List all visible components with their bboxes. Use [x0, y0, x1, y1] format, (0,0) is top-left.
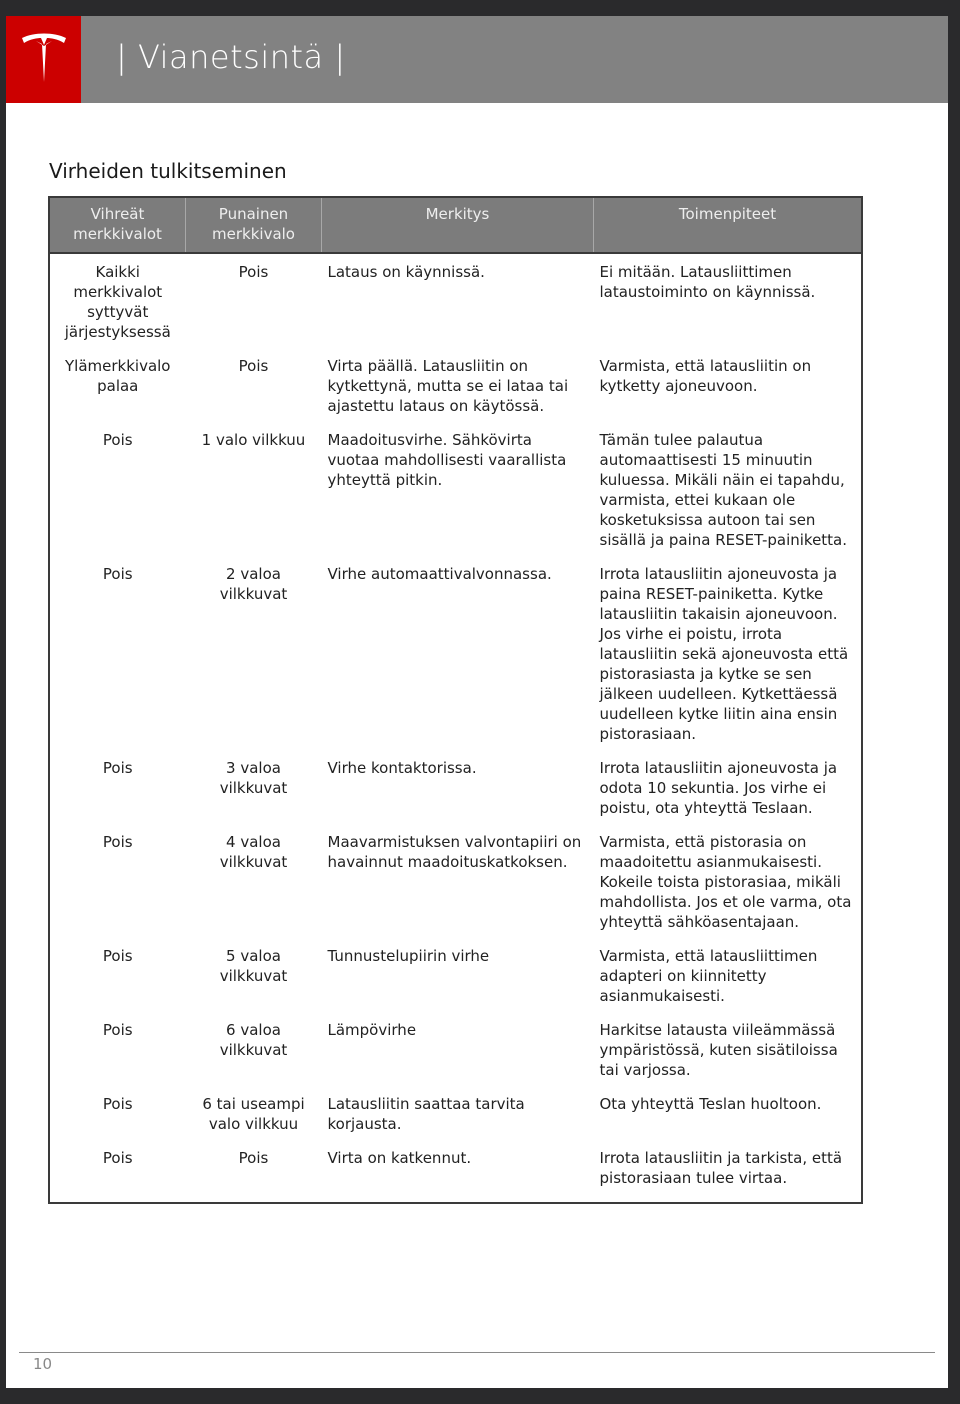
table-row: [49, 758, 862, 832]
green-lights-cell: Pois: [102, 947, 133, 965]
column-header-actions: Toimenpiteet: [594, 197, 863, 253]
meaning-cell: Maadoitusvirhe. Sähkövirta vuotaa mahdollisesti vaarallista yhteyttä pitkin.: [327, 431, 567, 489]
red-light-cell: 5 valoa vilkkuvat: [219, 947, 288, 985]
action-cell: Tämän tulee palautua automaattisesti 15 minuutin kuluessa. Mikäli näin ei tapahdu, varmista, ettei kukaan ole kosketuksissa autoon tai sen sisällä ja paina RESET-painiketta.: [599, 431, 848, 549]
action-cell: Varmista, että latausliitin on kytketty ajoneuvoon.: [599, 357, 812, 395]
red-light-cell: 2 valoa vilkkuvat: [219, 565, 288, 603]
logo-box: [6, 16, 81, 103]
table-row: [49, 832, 862, 946]
green-lights-cell: Pois: [102, 759, 133, 777]
red-light-cell: 6 valoa vilkkuvat: [219, 1021, 288, 1059]
green-lights-cell: Pois: [102, 1021, 133, 1039]
table-row: [49, 253, 862, 356]
green-lights-cell: Pois: [102, 833, 133, 851]
red-light-cell: 1 valo vilkkuu: [201, 431, 306, 449]
page-number: 10: [33, 1355, 53, 1373]
column-header-red-light: Punainen merkkivalo: [186, 197, 322, 253]
green-lights-cell: Pois: [102, 1095, 133, 1113]
green-lights-cell: Pois: [102, 565, 133, 583]
meaning-cell: Maavarmistuksen valvontapiiri on havainnut maadoituskatkoksen.: [327, 833, 582, 871]
red-light-cell: Pois: [238, 357, 269, 375]
action-cell: Irrota latausliitin ajoneuvosta ja paina RESET-painiketta. Kytke latausliitin takaisin ajoneuvoon. Jos virhe ei poistu, irrota latausliitin sekä ajoneuvosta että pistorasiasta ja kytke se sen jälkeen uudelleen. Kytkettäessä uudelleen kytke liitin aina ensin pistorasiaan.: [599, 565, 849, 743]
green-lights-cell: Pois: [102, 431, 133, 449]
action-cell: Ota yhteyttä Teslan huoltoon.: [599, 1095, 822, 1113]
action-cell: Varmista, että pistorasia on maadoitettu asianmukaisesti. Kokeile toista pistorasiaa, mikäli mahdollista. Jos et ole varma, ota yhteyttä sähköasentajaan.: [599, 833, 852, 931]
table-row: [49, 564, 862, 758]
red-light-cell: Pois: [238, 263, 269, 281]
manual-page: [6, 16, 948, 1388]
red-light-cell: 3 valoa vilkkuvat: [219, 759, 288, 797]
meaning-cell: Virhe kontaktorissa.: [327, 759, 477, 777]
tesla-logo-icon: [20, 32, 68, 84]
meaning-cell: Virhe automaattivalvonnassa.: [327, 565, 552, 583]
table-row: [49, 1094, 862, 1148]
error-table: [48, 196, 863, 1204]
table-row: [49, 430, 862, 564]
header-banner: [6, 16, 948, 103]
meaning-cell: Virta päällä. Latausliitin on kytkettynä, mutta se ei lataa tai ajastettu lataus on käytössä.: [327, 357, 569, 415]
table-row: [49, 356, 862, 430]
green-lights-cell: Ylämerkkivalo palaa: [65, 357, 171, 395]
action-cell: Irrota latausliitin ja tarkista, että pistorasiaan tulee virtaa.: [599, 1149, 843, 1187]
red-light-cell: Pois: [238, 1149, 269, 1167]
action-cell: Harkitse latausta viileämmässä ympäristössä, kuten sisätiloissa tai varjossa.: [599, 1021, 838, 1079]
meaning-cell: Latausliitin saattaa tarvita korjausta.: [327, 1095, 525, 1133]
section-title: Virheiden tulkitseminen: [49, 159, 287, 183]
action-cell: Irrota latausliitin ajoneuvosta ja odota 10 sekuntia. Jos virhe ei poistu, ota yhteyttä Teslaan.: [599, 759, 838, 817]
page-header-title: | Vianetsintä |: [116, 38, 346, 76]
column-header-green-lights: Vihreät merkkivalot: [49, 197, 186, 253]
green-lights-cell: Kaikki merkkivalot syttyvät järjestyksessä: [64, 263, 171, 341]
green-lights-cell: Pois: [102, 1149, 133, 1167]
column-header-meaning: Merkitys: [322, 197, 594, 253]
meaning-cell: Lämpövirhe: [327, 1021, 417, 1039]
action-cell: Ei mitään. Latausliittimen lataustoiminto on käynnissä.: [599, 263, 816, 301]
meaning-cell: Lataus on käynnissä.: [327, 263, 485, 281]
table-row: [49, 1148, 862, 1203]
table-header-row: [49, 197, 862, 253]
meaning-cell: Tunnustelupiirin virhe: [327, 947, 490, 965]
red-light-cell: 6 tai useampi valo vilkkuu: [202, 1095, 305, 1133]
table-row: [49, 1020, 862, 1094]
meaning-cell: Virta on katkennut.: [327, 1149, 472, 1167]
action-cell: Varmista, että latausliittimen adapteri on kiinnitetty asianmukaisesti.: [599, 947, 818, 1005]
footer-divider: [19, 1352, 935, 1353]
table-row: [49, 946, 862, 1020]
red-light-cell: 4 valoa vilkkuvat: [219, 833, 288, 871]
